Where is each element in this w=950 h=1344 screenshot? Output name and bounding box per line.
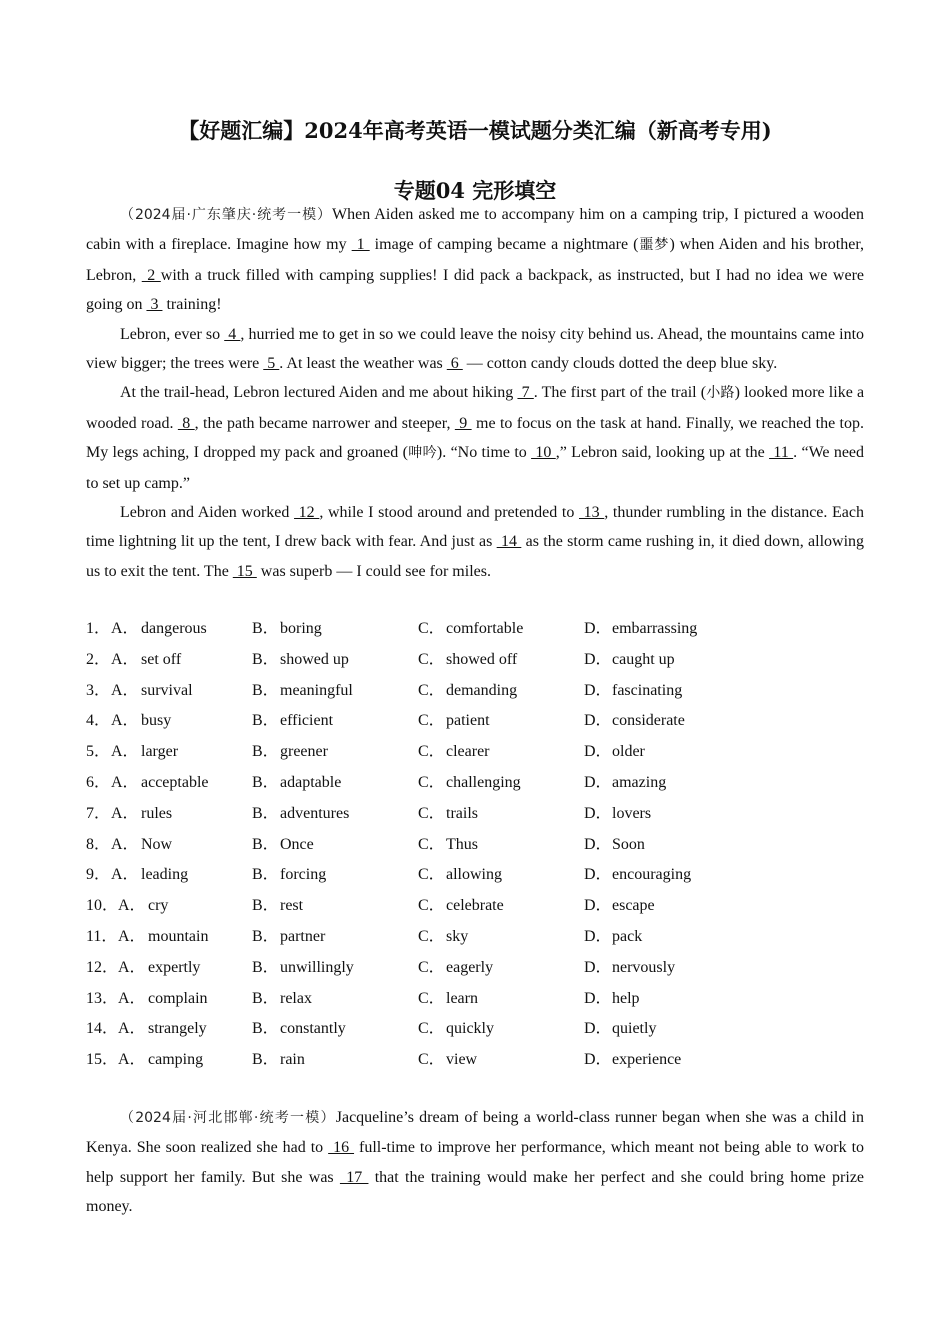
option-row — [86, 1045, 864, 1076]
text-run: Lebron, ever so — [120, 325, 225, 343]
text-run: , the path became narrower and steeper, — [194, 414, 455, 432]
blank-14: 14 — [496, 533, 522, 551]
option-text: camping — [148, 1051, 204, 1069]
passage-2-paragraph-1 — [86, 1103, 864, 1222]
option-text: meaningful — [280, 681, 353, 699]
option-label: A． — [111, 681, 139, 699]
option-text: strangely — [148, 1020, 207, 1038]
option-text: quietly — [612, 1020, 657, 1038]
option-text: lovers — [612, 804, 652, 822]
text-run: . At least the weather was — [279, 355, 447, 373]
option-label: C． — [418, 989, 445, 1007]
option-label: B． — [252, 866, 279, 884]
option-label: D． — [584, 650, 612, 668]
option-text: adventures — [280, 804, 350, 822]
option-label: B． — [252, 804, 279, 822]
option-row — [86, 860, 864, 891]
option-text: learn — [446, 989, 478, 1007]
question-number: 3． — [86, 681, 111, 699]
option-label: D． — [584, 927, 612, 945]
blank-15: 15 — [232, 562, 257, 580]
text-run: Jacqueline’s dream of being a world-class runner began when she was a child in Kenya. She soon realized she had to — [86, 1109, 865, 1157]
question-number: 13． — [86, 989, 119, 1007]
text-run: as the storm came rushing in, it died down, allowing us to exit the tent. The — [86, 533, 865, 580]
option-label: D． — [584, 1020, 612, 1038]
option-text: considerate — [612, 712, 685, 730]
text-run: , thunder rumbling in the distance. Each time lightning lit up the tent, I drew back with fear. And just as — [86, 504, 865, 551]
option-text: busy — [141, 712, 172, 730]
option-label: A． — [111, 835, 139, 853]
option-label: C． — [418, 650, 445, 668]
option-text: forcing — [280, 866, 327, 884]
option-label: C． — [418, 712, 445, 730]
option-text: patient — [446, 712, 490, 730]
text-run: that the training would make her perfect and she could bring home prize money. — [86, 1168, 865, 1216]
option-text: rules — [141, 804, 173, 822]
blank-10: 10 — [531, 444, 556, 462]
option-row — [86, 737, 864, 768]
option-text: embarrassing — [612, 620, 698, 637]
option-label: B． — [252, 681, 279, 699]
option-text: set off — [141, 650, 182, 668]
text-run: ) when Aiden and his brother, Lebron, — [86, 236, 865, 284]
option-label: B． — [252, 958, 279, 976]
option-text: quickly — [446, 1020, 494, 1038]
question-number: 1． — [86, 620, 111, 637]
option-text: survival — [141, 681, 193, 699]
option-text: complain — [148, 989, 208, 1007]
option-label: D． — [584, 897, 612, 915]
option-label: A． — [111, 650, 139, 668]
option-label: D． — [584, 835, 612, 853]
option-row — [86, 953, 864, 984]
blank-5: 5 — [263, 355, 280, 373]
option-label: C． — [418, 681, 445, 699]
question-number: 4． — [86, 712, 111, 730]
option-text: sky — [446, 927, 469, 945]
option-label: A． — [111, 743, 139, 761]
option-label: D． — [584, 989, 612, 1007]
blank-8: 8 — [177, 414, 195, 432]
text-run: with a truck filled with camping supplies! I did pack a backpack, as instructed, but I had no idea we were going on — [86, 266, 865, 314]
source-note: （2024届·河北邯郸·统考一模） — [120, 1110, 336, 1126]
option-row — [86, 922, 864, 953]
question-number: 14． — [86, 1020, 119, 1038]
option-text: view — [446, 1051, 478, 1069]
option-row — [86, 614, 864, 645]
option-text: showed off — [446, 650, 518, 668]
option-text: Once — [280, 835, 314, 853]
option-text: Thus — [446, 835, 478, 853]
option-row — [86, 891, 864, 922]
option-text: nervously — [612, 958, 676, 976]
option-text: older — [612, 743, 645, 761]
section-title: 专题04 完形填空 — [393, 178, 557, 203]
answer-options — [86, 614, 864, 1076]
text-run: When Aiden asked me to accompany him on a camping trip, I pictured a wooden cabin with a fireplace. Imagine how my — [86, 206, 865, 254]
option-label: D． — [584, 958, 612, 976]
passage-1 — [86, 200, 864, 586]
option-label: B． — [252, 927, 279, 945]
option-label: D． — [584, 1051, 612, 1069]
option-text: pack — [612, 927, 643, 945]
blank-3: 3 — [146, 296, 163, 314]
option-text: mountain — [148, 927, 209, 945]
option-label: A． — [111, 712, 139, 730]
option-text: constantly — [280, 1020, 346, 1038]
gloss: 噩梦 — [638, 237, 670, 254]
option-label: B． — [252, 620, 279, 637]
question-number: 8． — [86, 835, 111, 853]
passage-1-paragraph-2 — [86, 320, 864, 379]
option-label: A． — [111, 620, 139, 637]
text-run: ,” Lebron said, looking up at the — [555, 444, 770, 462]
option-label: B． — [252, 773, 279, 791]
option-text: encouraging — [612, 866, 692, 884]
option-label: D． — [584, 743, 612, 761]
option-label: B． — [252, 835, 279, 853]
text-run: . “We need to set up camp.” — [86, 444, 865, 492]
text-run: full-time to improve her performance, which meant not being able to work to help support her family. But she was — [86, 1139, 865, 1186]
option-label: C． — [418, 743, 445, 761]
blank-9: 9 — [454, 414, 472, 432]
option-label: A． — [118, 897, 146, 915]
option-text: Soon — [612, 835, 645, 853]
text-run: me to focus on the task at hand. Finally, we reached the top. My legs aching, I dropped my pack and groaned ( — [86, 414, 864, 462]
option-label: A． — [118, 1051, 146, 1069]
option-label: A． — [118, 989, 146, 1007]
passage-1-paragraph-3 — [86, 378, 864, 498]
question-number: 2． — [86, 650, 111, 668]
option-text: adaptable — [280, 773, 342, 791]
option-label: B． — [252, 897, 279, 915]
text-run: was superb — I could see for miles. — [256, 562, 491, 580]
text-run: , hurried me to get in so we could leave the noisy city behind us. Ahead, the mountains came into view bigger; the trees were — [86, 325, 865, 373]
option-text: efficient — [280, 712, 334, 730]
blank-6: 6 — [446, 355, 463, 373]
blank-13: 13 — [579, 504, 605, 522]
option-text: leading — [141, 866, 189, 884]
option-text: rain — [280, 1051, 305, 1069]
gloss: 小路 — [706, 385, 735, 402]
option-label: B． — [252, 650, 279, 668]
option-label: A． — [118, 958, 146, 976]
option-label: C． — [418, 1051, 445, 1069]
option-label: B． — [252, 1051, 279, 1069]
option-label: D． — [584, 804, 612, 822]
option-text: eagerly — [446, 958, 494, 976]
question-number: 12． — [86, 958, 119, 976]
option-label: A． — [111, 866, 139, 884]
option-row — [86, 1014, 864, 1045]
option-label: C． — [418, 620, 445, 637]
blank-1: 1 — [351, 236, 370, 254]
option-text: allowing — [446, 866, 502, 884]
blank-2: 2 — [141, 266, 161, 284]
option-text: partner — [280, 927, 326, 945]
option-text: celebrate — [446, 897, 504, 915]
option-label: A． — [111, 804, 139, 822]
option-label: C． — [418, 773, 445, 791]
text-run: image of camping became a nightmare ( — [369, 236, 639, 254]
text-run: Lebron and Aiden worked — [120, 504, 295, 522]
question-number: 7． — [86, 804, 111, 822]
option-text: experience — [612, 1051, 682, 1069]
option-label: C． — [418, 866, 445, 884]
option-row — [86, 984, 864, 1015]
option-text: acceptable — [141, 773, 209, 791]
passage-1-paragraph-4 — [86, 498, 864, 586]
option-label: D． — [584, 620, 612, 637]
option-text: comfortable — [446, 620, 524, 637]
option-row — [86, 799, 864, 830]
option-label: A． — [111, 773, 139, 791]
document-title: 【好题汇编】2024年高考英语一模试题分类汇编（新高考专用) — [178, 118, 772, 143]
option-label: B． — [252, 1020, 279, 1038]
option-text: demanding — [446, 681, 518, 699]
option-row — [86, 706, 864, 737]
gloss: 呻吟 — [407, 445, 437, 462]
option-label: B． — [252, 989, 279, 1007]
option-label: D． — [584, 866, 612, 884]
option-text: Now — [141, 835, 173, 853]
option-text: showed up — [280, 650, 349, 668]
passage-2 — [86, 1103, 864, 1222]
option-text: fascinating — [612, 681, 683, 699]
option-text: help — [612, 989, 640, 1007]
option-text: rest — [280, 897, 304, 915]
source-note: （2024届·广东肇庆·统考一模） — [120, 207, 333, 223]
blank-11: 11 — [769, 444, 794, 462]
question-number: 6． — [86, 773, 111, 791]
option-label: C． — [418, 804, 445, 822]
question-number: 11． — [86, 927, 118, 945]
option-label: A． — [118, 927, 146, 945]
text-run: At the trail-head, Lebron lectured Aiden and me about hiking — [120, 384, 518, 402]
question-number: 10． — [86, 897, 119, 915]
question-number: 9． — [86, 866, 111, 884]
option-label: C． — [418, 927, 445, 945]
text-run: ). “No time to — [436, 444, 532, 462]
blank-12: 12 — [294, 504, 320, 522]
option-text: expertly — [148, 958, 201, 976]
option-text: unwillingly — [280, 958, 354, 976]
text-run: training! — [162, 296, 222, 314]
option-text: caught up — [612, 650, 675, 668]
option-text: challenging — [446, 773, 521, 791]
option-label: C． — [418, 958, 445, 976]
option-text: amazing — [612, 773, 667, 791]
option-text: greener — [280, 743, 328, 761]
option-label: C． — [418, 897, 445, 915]
option-row — [86, 768, 864, 799]
option-label: D． — [584, 773, 612, 791]
option-label: B． — [252, 712, 279, 730]
option-text: trails — [446, 804, 478, 822]
text-run: , while I stood around and pretended to — [319, 504, 579, 522]
text-run: — cotton candy clouds dotted the deep blue sky. — [462, 355, 778, 373]
option-label: A． — [118, 1020, 146, 1038]
text-run: . The first part of the trail ( — [533, 384, 707, 402]
option-text: cry — [148, 897, 169, 915]
option-text: relax — [280, 989, 312, 1007]
option-label: C． — [418, 835, 445, 853]
option-row — [86, 676, 864, 707]
blank-4: 4 — [224, 325, 241, 343]
passage-1-paragraph-1 — [86, 200, 864, 320]
option-label: B． — [252, 743, 279, 761]
option-row — [86, 830, 864, 861]
option-text: boring — [280, 620, 322, 637]
option-text: escape — [612, 897, 655, 915]
option-label: C． — [418, 1020, 445, 1038]
question-number: 5． — [86, 743, 111, 761]
option-label: D． — [584, 712, 612, 730]
blank-7: 7 — [517, 384, 534, 402]
blank-16: 16 — [328, 1139, 355, 1157]
option-text: clearer — [446, 743, 490, 761]
option-row — [86, 645, 864, 676]
text-run: ) looked more like a wooded road. — [86, 384, 865, 432]
blank-17: 17 — [339, 1168, 369, 1186]
option-text: larger — [141, 743, 179, 761]
question-number: 15． — [86, 1051, 119, 1069]
option-label: D． — [584, 681, 612, 699]
option-text: dangerous — [141, 620, 207, 637]
